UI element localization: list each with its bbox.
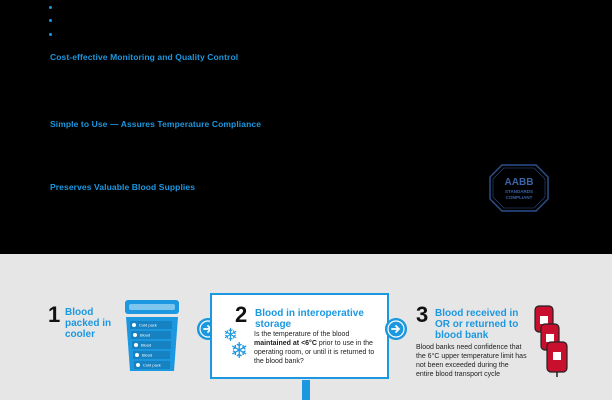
bullet-dot — [49, 6, 52, 9]
heading-monitoring: Cost-effective Monitoring and Quality Control — [50, 52, 239, 62]
step3-title: Blood received in OR or returned to blood bank — [435, 308, 519, 341]
logo-line1: AABB — [504, 177, 534, 188]
step1-number: 1 — [48, 302, 61, 327]
cooler-icon — [124, 299, 180, 373]
cooler-label: Blood — [140, 332, 151, 338]
step2-title: Blood in interoperative storage — [255, 308, 364, 330]
arrow-right-icon — [385, 318, 407, 340]
step1-title: Blood packed in cooler — [65, 307, 112, 340]
cooler-label: Cold pack — [143, 362, 161, 368]
logo-line2: STANDARDS — [505, 189, 533, 194]
logo-line3: COMPLIANT — [505, 195, 533, 200]
snowflake-icon: ❄ — [223, 325, 239, 345]
step2-number: 2 — [235, 302, 248, 327]
cooler-label: Blood — [142, 352, 153, 358]
bullet-dot — [49, 33, 52, 36]
flow-connector — [302, 380, 310, 400]
cooler-label: Cold pack — [139, 322, 157, 328]
blood-bag-icon — [529, 304, 571, 378]
snowflake-icon: ❄ — [230, 338, 249, 363]
aabb-logo — [488, 163, 550, 213]
step3-number: 3 — [416, 302, 429, 327]
heading-preserves: Preserves Valuable Blood Supplies — [50, 182, 196, 192]
cooler-label: Blood — [141, 342, 152, 348]
heading-simple: Simple to Use — Assures Temperature Compliance — [50, 119, 262, 129]
step2-text-bold: maintained at <6°C — [254, 340, 317, 347]
step3-text: Blood banks need confidence that the 6°C upper temperature limit has not been exceeded during the entire blood transport cycle — [416, 344, 527, 378]
step2-text: Is the temperature of the blood maintained at <6°C prior to use in the operating room, or until it is returned to the blood bank? — [254, 331, 375, 365]
bullet-dot — [49, 19, 52, 22]
